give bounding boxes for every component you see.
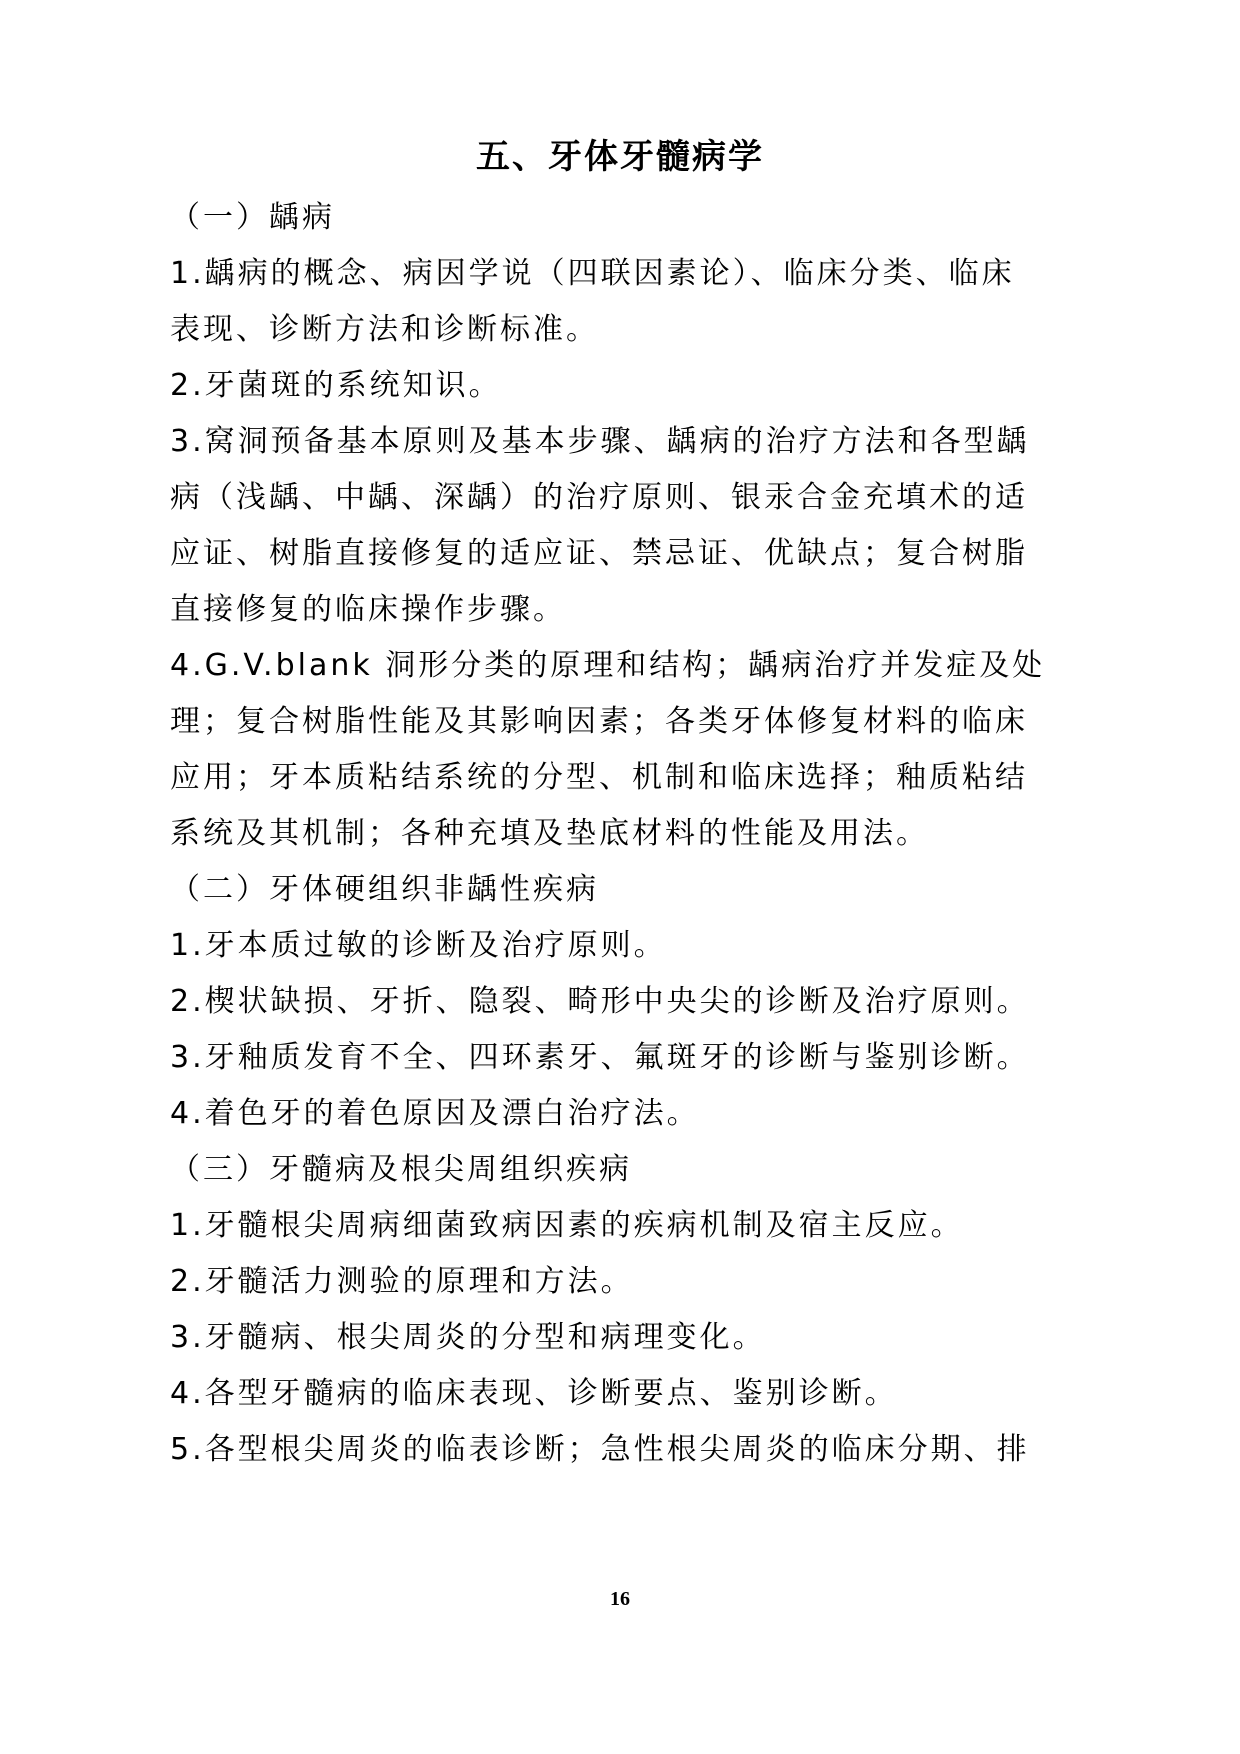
text-line: 应用；牙本质粘结系统的分型、机制和临床选择；釉质粘结: [170, 760, 1028, 795]
text-line: 表现、诊断方法和诊断标准。: [170, 312, 599, 347]
text-line: 1.牙本质过敏的诊断及治疗原则。: [170, 928, 667, 963]
text-line: 5.各型根尖周炎的临表诊断；急性根尖周炎的临床分期、排: [170, 1432, 1030, 1467]
text-line: 应证、树脂直接修复的适应证、禁忌证、优缺点；复合树脂: [170, 536, 1028, 571]
text-line: 直接修复的临床操作步骤。: [170, 592, 566, 627]
section-caries: [170, 190, 1046, 862]
page-title: 五、牙体牙髓病学: [476, 137, 764, 177]
text-line: 2.楔状缺损、牙折、隐裂、畸形中央尖的诊断及治疗原则。: [170, 984, 1030, 1019]
text-line: 病（浅龋、中龋、深龋）的治疗原则、银汞合金充填术的适: [170, 480, 1028, 515]
document-body: [170, 190, 1046, 1478]
text-line: 1.牙髓根尖周病细菌致病因素的疾病机制及宿主反应。: [170, 1208, 964, 1243]
section-heading: （二）牙体硬组织非龋性疾病: [170, 872, 599, 907]
text-line: 3.牙髓病、根尖周炎的分型和病理变化。: [170, 1320, 766, 1355]
text-line: 理；复合树脂性能及其影响因素；各类牙体修复材料的临床: [170, 704, 1028, 739]
page-number: 16: [610, 1588, 630, 1610]
text-line: 4.各型牙髓病的临床表现、诊断要点、鉴别诊断。: [170, 1376, 898, 1411]
section-heading: （一）龋病: [170, 200, 335, 235]
section-pulp-periapical: [170, 1142, 1030, 1478]
text-line: 3.牙釉质发育不全、四环素牙、氟斑牙的诊断与鉴别诊断。: [170, 1040, 1030, 1075]
section-non-carious: [170, 862, 1030, 1142]
text-line: 2.牙髓活力测验的原理和方法。: [170, 1264, 634, 1299]
text-line: 3.窝洞预备基本原则及基本步骤、龋病的治疗方法和各型龋: [170, 424, 1030, 459]
text-line: 1.龋病的概念、病因学说（四联因素论）、临床分类、临床: [170, 256, 1015, 291]
text-line: 2.牙菌斑的系统知识。: [170, 368, 502, 403]
text-line: 4.G.V.blank 洞形分类的原理和结构；龋病治疗并发症及处: [170, 648, 1046, 683]
text-line: 系统及其机制；各种充填及垫底材料的性能及用法。: [170, 816, 929, 851]
text-line: 4.着色牙的着色原因及漂白治疗法。: [170, 1096, 700, 1131]
section-heading: （三）牙髓病及根尖周组织疾病: [170, 1152, 632, 1187]
